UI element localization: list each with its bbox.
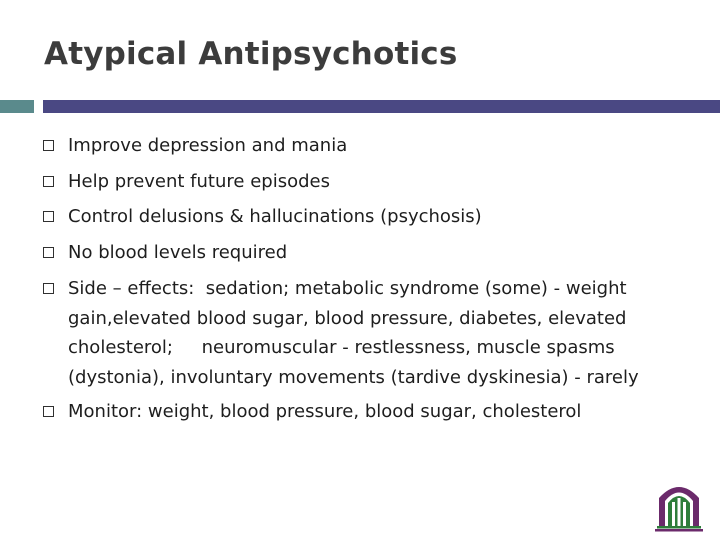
bullet-text: No blood levels required: [68, 242, 288, 263]
checkbox-bullet-icon: [43, 176, 54, 187]
checkbox-bullet-icon: [43, 247, 54, 258]
checkbox-bullet-icon: [43, 406, 54, 417]
accent-bar-teal: [0, 100, 34, 113]
bullet-text: Help prevent future episodes: [68, 171, 330, 192]
checkbox-bullet-icon: [43, 283, 54, 294]
bullet-text: Monitor: weight, blood pressure, blood sugar, cholesterol: [68, 401, 582, 422]
slide-title: Atypical Antipsychotics: [44, 36, 458, 72]
bullet-text: Side – effects: sedation; metabolic syndrome (some) - weight gain,elevated blood sugar, blood pressure, diabetes, elevated cholesterol; neuromuscular - restlessness, muscle spasms (dystonia), involuntary movements (tardive dyskinesia) - rarely: [68, 278, 639, 388]
checkbox-bullet-icon: [43, 211, 54, 222]
accent-bar-purple: [43, 100, 720, 113]
bullet-text: Improve depression and mania: [68, 135, 348, 156]
bullet-text: Control delusions & hallucinations (psychosis): [68, 206, 482, 227]
checkbox-bullet-icon: [43, 140, 54, 151]
institution-arch-logo-icon: [655, 480, 703, 532]
